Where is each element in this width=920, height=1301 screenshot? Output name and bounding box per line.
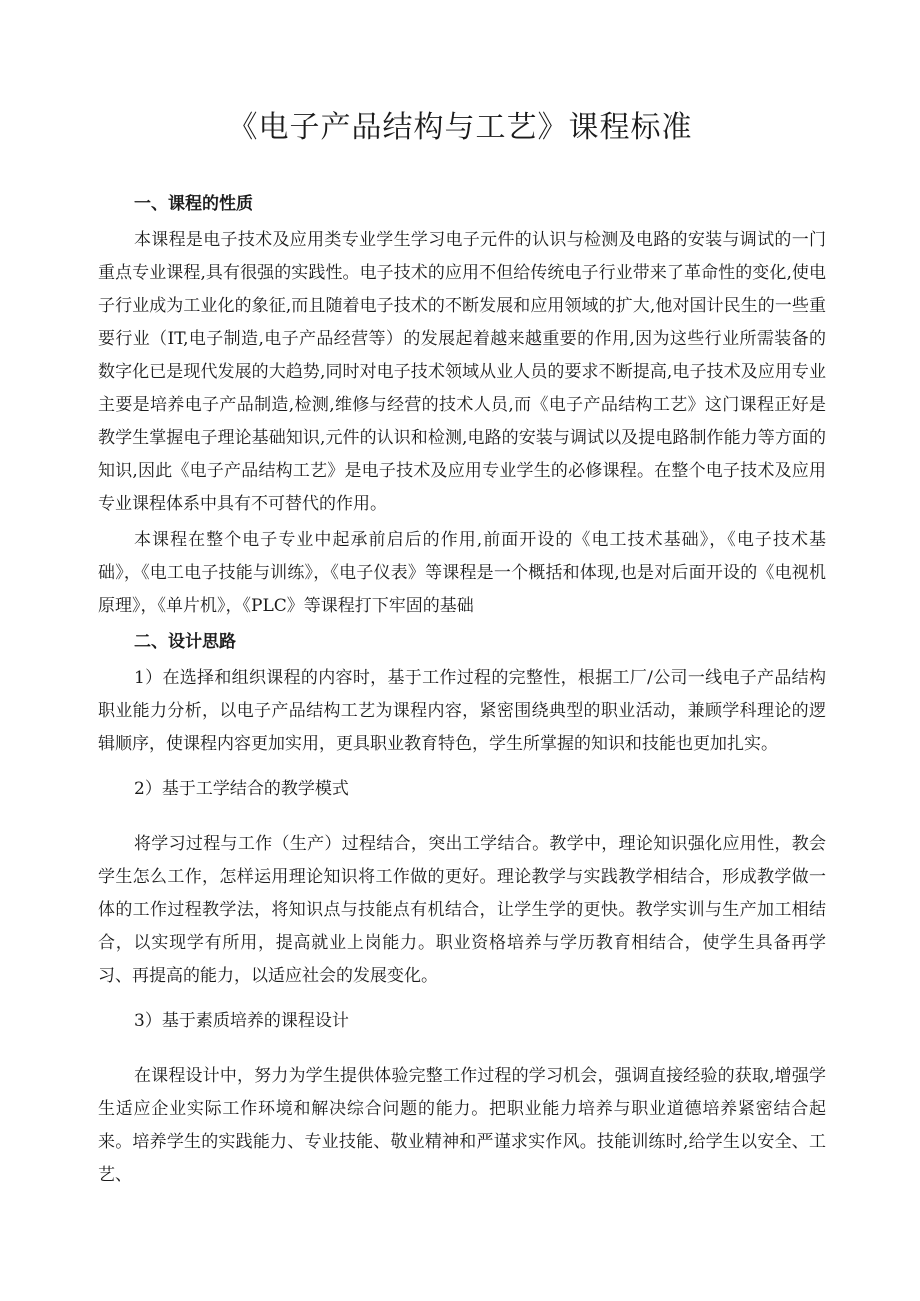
section-heading-nature: 一、课程的性质 — [134, 194, 253, 214]
design-item-2-body: 将学习过程与工作（生产）过程结合，突出工学结合。教学中，理论知识强化应用性，教会学生怎么工作，怎样运用理论知识将工作做的更好。理论教学与实践教学相结合，形成教学做一体的工作过程教学法，将知识点与技能点有机结合，让学生学的更快。教学实训与生产加工相结合，以实现学有所用，提高就业上岗能力。职业资格培养与学历教育相结合，使学生具备再学习、再提高的能力，以适应社会的发展变化。 — [98, 834, 826, 986]
design-item-2-label: 2）基于工学结合的教学模式 — [134, 779, 349, 799]
design-item-3-label: 3）基于素质培养的课程设计 — [134, 1011, 349, 1031]
design-item-1: 1）在选择和组织课程的内容时，基于工作过程的完整性，根据工厂/公司一线电子产品结构职业能力分析，以电子产品结构工艺为课程内容，紧密围绕典型的职业活动，兼顾学科理论的逻辑顺序，使课程内容更加实用，更具职业教育特色，学生所掌握的知识和技能也更加扎实。 — [98, 668, 826, 754]
nature-paragraph-2: 本课程在整个电子专业中起承前启后的作用,前面开设的《电工技术基础》，《电子技术基础》，《电工电子技能与训练》，《电子仪表》等课程是一个概括和体现,也是对后面开设的《电视机原理》，《单片机》，《PLC》等课程打下牢固的基础 — [98, 530, 826, 616]
document-body — [98, 188, 826, 1192]
design-item-3-body: 在课程设计中，努力为学生提供体验完整工作过程的学习机会，强调直接经验的获取,增强学生适应企业实际工作环境和解决综合问题的能力。把职业能力培养与职业道德培养紧密结合起来。培养学生的实践能力、专业技能、敬业精神和严谨求实作风。技能训练时,给学生以安全、工艺、 — [98, 1066, 826, 1185]
document-title: 《电子产品结构与工艺》课程标准 — [227, 110, 693, 145]
section-heading-design: 二、设计思路 — [134, 632, 236, 652]
nature-paragraph-1: 本课程是电子技术及应用类专业学生学习电子元件的认识与检测及电路的安装与调试的一门重点专业课程,具有很强的实践性。电子技术的应用不但给传统电子行业带来了革命性的变化,使电子行业成为工业化的象征,而且随着电子技术的不断发展和应用领域的扩大,他对国计民生的一些重要行业（IT,电子制造,电子产品经营等）的发展起着越来越重要的作用,因为这些行业所需装备的数字化已是现代发展的大趋势,同时对电子技术领域从业人员的要求不断提高,电子技术及应用专业主要是培养电子产品制造,检测,维修与经营的技术人员,而《电子产品结构工艺》这门课程正好是教学生掌握电子理论基础知识,元件的认识和检测,电路的安装与调试以及提电路制作能力等方面的知识,因此《电子产品结构工艺》是电子技术及应用专业学生的必修课程。在整个电子技术及应用专业课程体系中具有不可替代的作用。 — [98, 230, 826, 514]
